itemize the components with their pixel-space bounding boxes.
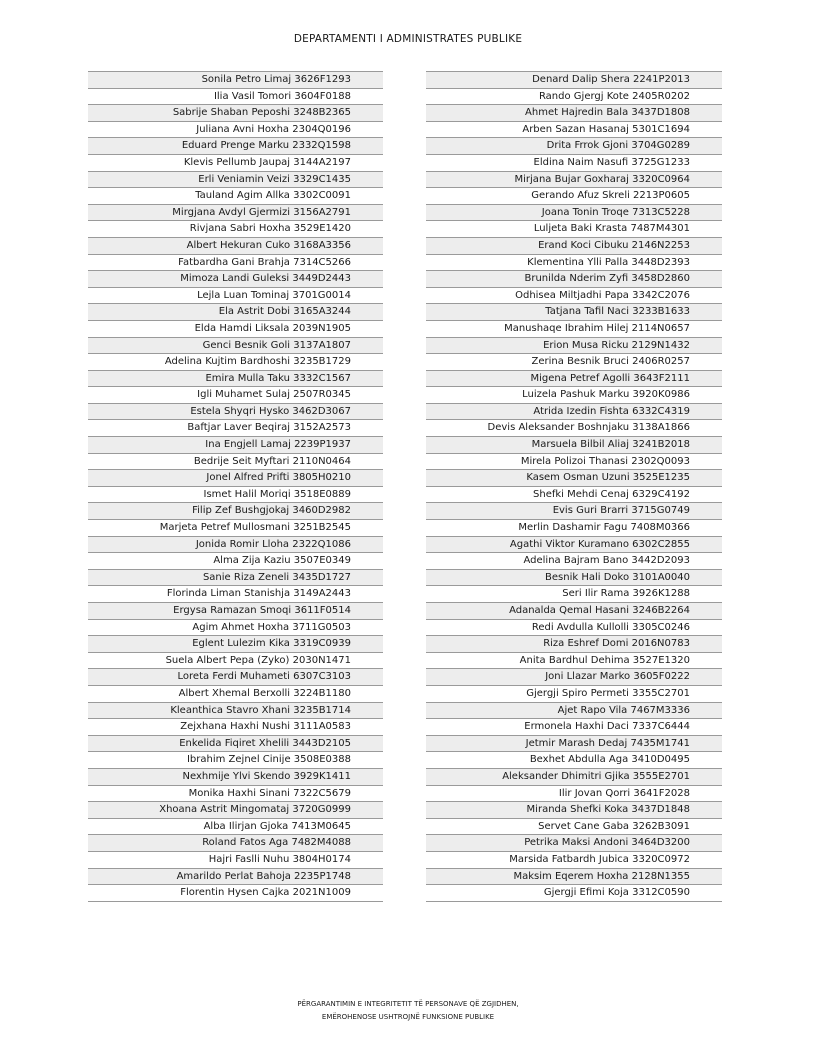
list-item: Gerando Afuz Skreli 2213P0605 bbox=[426, 188, 722, 205]
list-item: Kasem Osman Uzuni 3525E1235 bbox=[426, 470, 722, 487]
list-item: Maksim Eqerem Hoxha 2128N1355 bbox=[426, 869, 722, 886]
list-item: Klevis Pellumb Jaupaj 3144A2197 bbox=[88, 155, 383, 172]
list-item: Fatbardha Gani Brahja 7314C5266 bbox=[88, 255, 383, 272]
list-item: Amarildo Perlat Bahoja 2235P1748 bbox=[88, 869, 383, 886]
list-item: Lejla Luan Tominaj 3701G0014 bbox=[88, 288, 383, 305]
list-item: Ismet Halil Moriqi 3518E0889 bbox=[88, 487, 383, 504]
list-item: Luljeta Baki Krasta 7487M4301 bbox=[426, 221, 722, 238]
list-item: Petrika Maksi Andoni 3464D3200 bbox=[426, 835, 722, 852]
list-item: Adanalda Qemal Hasani 3246B2264 bbox=[426, 603, 722, 620]
list-item: Migena Petref Agolli 3643F2111 bbox=[426, 371, 722, 388]
list-item: Brunilda Nderim Zyfi 3458D2860 bbox=[426, 271, 722, 288]
list-item: Ela Astrit Dobi 3165A3244 bbox=[88, 304, 383, 321]
list-item: Monika Haxhi Sinani 7322C5679 bbox=[88, 786, 383, 803]
list-item: Ina Engjell Lamaj 2239P1937 bbox=[88, 437, 383, 454]
list-item: Seri Ilir Rama 3926K1288 bbox=[426, 586, 722, 603]
list-item: Enkelida Fiqiret Xhelili 3443D2105 bbox=[88, 736, 383, 753]
list-item: Filip Zef Bushgjokaj 3460D2982 bbox=[88, 503, 383, 520]
list-item: Aleksander Dhimitri Gjika 3555E2701 bbox=[426, 769, 722, 786]
list-item: Suela Albert Pepa (Zyko) 2030N1471 bbox=[88, 653, 383, 670]
list-item: Agim Ahmet Hoxha 3711G0503 bbox=[88, 620, 383, 637]
list-item: Emira Mulla Taku 3332C1567 bbox=[88, 371, 383, 388]
list-item: Shefki Mehdi Cenaj 6329C4192 bbox=[426, 487, 722, 504]
list-item: Ajet Rapo Vila 7467M3336 bbox=[426, 703, 722, 720]
list-item: Jetmir Marash Dedaj 7435M1741 bbox=[426, 736, 722, 753]
list-item: Juliana Avni Hoxha 2304Q0196 bbox=[88, 122, 383, 139]
list-item: Redi Avdulla Kullolli 3305C0246 bbox=[426, 620, 722, 637]
list-item: Ermonela Haxhi Daci 7337C6444 bbox=[426, 719, 722, 736]
list-item: Zejxhana Haxhi Nushi 3111A0583 bbox=[88, 719, 383, 736]
list-item: Atrida Izedin Fishta 6332C4319 bbox=[426, 404, 722, 421]
list-item: Kleanthica Stavro Xhani 3235B1714 bbox=[88, 703, 383, 720]
list-item: Erand Koci Cibuku 2146N2253 bbox=[426, 238, 722, 255]
footer-line-2: EMËROHENOSE USHTROJNË FUNKSIONE PUBLIKE bbox=[321, 1013, 495, 1021]
list-item: Marjeta Petref Mullosmani 3251B2545 bbox=[88, 520, 383, 537]
list-item: Luizela Pashuk Marku 3920K0986 bbox=[426, 387, 722, 404]
list-item: Eldina Naim Nasufi 3725G1233 bbox=[426, 155, 722, 172]
list-item: Anita Bardhul Dehima 3527E1320 bbox=[426, 653, 722, 670]
list-item: Jonel Alfred Prifti 3805H0210 bbox=[88, 470, 383, 487]
list-item: Sanie Riza Zeneli 3435D1727 bbox=[88, 570, 383, 587]
list-item: Ahmet Hajredin Bala 3437D1808 bbox=[426, 105, 722, 122]
list-item: Ibrahim Zejnel Cinije 3508E0388 bbox=[88, 752, 383, 769]
list-item: Miranda Shefki Koka 3437D1848 bbox=[426, 802, 722, 819]
list-item: Joni Llazar Marko 3605F0222 bbox=[426, 669, 722, 686]
list-item: Roland Fatos Aga 7482M4088 bbox=[88, 835, 383, 852]
list-item: Odhisea Miltjadhi Papa 3342C2076 bbox=[426, 288, 722, 305]
list-item: Bedrije Seit Myftari 2110N0464 bbox=[88, 454, 383, 471]
list-item: Genci Besnik Goli 3137A1807 bbox=[88, 338, 383, 355]
list-item: Florinda Liman Stanishja 3149A2443 bbox=[88, 586, 383, 603]
list-item: Drita Frrok Gjoni 3704G0289 bbox=[426, 138, 722, 155]
list-item: Denard Dalip Shera 2241P2013 bbox=[426, 72, 722, 89]
list-item: Elda Hamdi Liksala 2039N1905 bbox=[88, 321, 383, 338]
list-item: Besnik Hali Doko 3101A0040 bbox=[426, 570, 722, 587]
list-item: Estela Shyqri Hysko 3462D3067 bbox=[88, 404, 383, 421]
list-item: Zerina Besnik Bruci 2406R0257 bbox=[426, 354, 722, 371]
list-item: Arben Sazan Hasanaj 5301C1694 bbox=[426, 122, 722, 139]
list-item: Manushaqe Ibrahim Hilej 2114N0657 bbox=[426, 321, 722, 338]
list-item: Jonida Romir Lloha 2322Q1086 bbox=[88, 537, 383, 554]
list-item: Gjergji Efimi Koja 3312C0590 bbox=[426, 885, 722, 902]
list-item: Mirjana Bujar Goxharaj 3320C0964 bbox=[426, 172, 722, 189]
list-item: Albert Xhemal Berxolli 3224B1180 bbox=[88, 686, 383, 703]
list-item: Rando Gjergj Kote 2405R0202 bbox=[426, 89, 722, 106]
list-item: Igli Muhamet Sulaj 2507R0345 bbox=[88, 387, 383, 404]
list-item: Bexhet Abdulla Aga 3410D0495 bbox=[426, 752, 722, 769]
list-item: Marsuela Bilbil Aliaj 3241B2018 bbox=[426, 437, 722, 454]
page-title: DEPARTAMENTI I ADMINISTRATES PUBLIKE bbox=[293, 33, 523, 45]
list-item: Erion Musa Ricku 2129N1432 bbox=[426, 338, 722, 355]
list-item: Alba Ilirjan Gjoka 7413M0645 bbox=[88, 819, 383, 836]
list-item: Ergysa Ramazan Smoqi 3611F0514 bbox=[88, 603, 383, 620]
list-item: Sonila Petro Limaj 3626F1293 bbox=[88, 72, 383, 89]
list-item: Servet Cane Gaba 3262B3091 bbox=[426, 819, 722, 836]
list-item: Loreta Ferdi Muhameti 6307C3103 bbox=[88, 669, 383, 686]
list-item: Ilir Jovan Qorri 3641F2028 bbox=[426, 786, 722, 803]
list-item: Marsida Fatbardh Jubica 3320C0972 bbox=[426, 852, 722, 869]
list-item: Erli Veniamin Veizi 3329C1435 bbox=[88, 172, 383, 189]
list-item: Alma Zija Kaziu 3507E0349 bbox=[88, 553, 383, 570]
list-item: Adelina Bajram Bano 3442D2093 bbox=[426, 553, 722, 570]
list-item: Albert Hekuran Cuko 3168A3356 bbox=[88, 238, 383, 255]
footer-line-1: PËRGARANTIMIN E INTEGRITETIT TË PERSONAVE QË ZGJIDHEN, bbox=[297, 1000, 519, 1008]
list-item: Florentin Hysen Cajka 2021N1009 bbox=[88, 885, 383, 902]
list-item: Klementina Ylli Palla 3448D2393 bbox=[426, 255, 722, 272]
list-item: Mirela Polizoi Thanasi 2302Q0093 bbox=[426, 454, 722, 471]
list-item: Joana Tonin Troqe 7313C5228 bbox=[426, 205, 722, 222]
list-item: Eduard Prenge Marku 2332Q1598 bbox=[88, 138, 383, 155]
list-item: Evis Guri Brarri 3715G0749 bbox=[426, 503, 722, 520]
list-item: Gjergji Spiro Permeti 3355C2701 bbox=[426, 686, 722, 703]
list-item: Tatjana Tafil Naci 3233B1633 bbox=[426, 304, 722, 321]
list-item: Mirgjana Avdyl Gjermizi 3156A2791 bbox=[88, 205, 383, 222]
list-item: Riza Eshref Domi 2016N0783 bbox=[426, 636, 722, 653]
list-item: Ilia Vasil Tomori 3604F0188 bbox=[88, 89, 383, 106]
right-name-list bbox=[426, 71, 722, 902]
list-item: Agathi Viktor Kuramano 6302C2855 bbox=[426, 537, 722, 554]
left-name-list bbox=[88, 71, 383, 902]
list-item: Mimoza Landi Guleksi 3449D2443 bbox=[88, 271, 383, 288]
page-footer bbox=[0, 998, 816, 1024]
list-item: Baftjar Laver Beqiraj 3152A2573 bbox=[88, 420, 383, 437]
list-item: Adelina Kujtim Bardhoshi 3235B1729 bbox=[88, 354, 383, 371]
list-item: Merlin Dashamir Fagu 7408M0366 bbox=[426, 520, 722, 537]
list-item: Rivjana Sabri Hoxha 3529E1420 bbox=[88, 221, 383, 238]
list-item: Sabrije Shaban Peposhi 3248B2365 bbox=[88, 105, 383, 122]
list-item: Devis Aleksander Boshnjaku 3138A1866 bbox=[426, 420, 722, 437]
list-item: Hajri Faslli Nuhu 3804H0174 bbox=[88, 852, 383, 869]
list-item: Tauland Agim Allka 3302C0091 bbox=[88, 188, 383, 205]
list-item: Eglent Lulezim Kika 3319C0939 bbox=[88, 636, 383, 653]
list-item: Xhoana Astrit Mingomataj 3720G0999 bbox=[88, 802, 383, 819]
list-item: Nexhmije Ylvi Skendo 3929K1411 bbox=[88, 769, 383, 786]
